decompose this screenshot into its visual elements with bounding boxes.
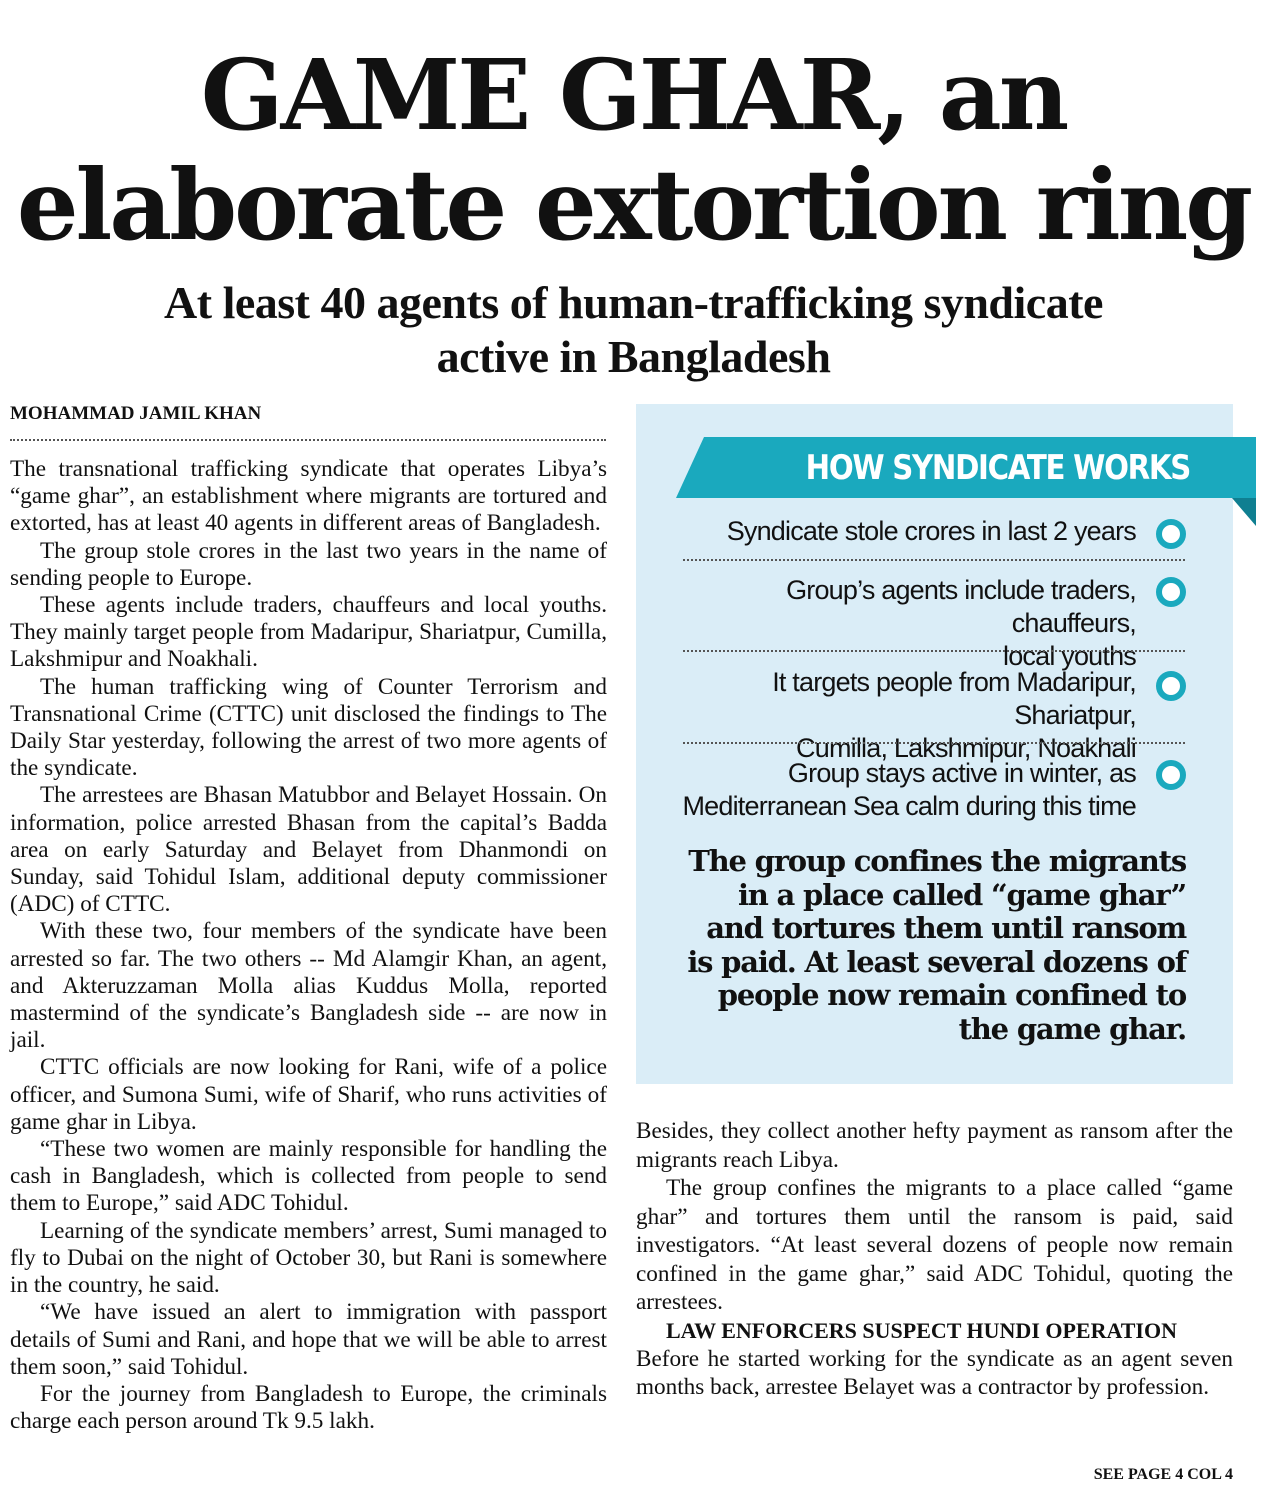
paragraph: These agents include traders, chauffeurs and local youths. They mainly target people from Madaripur, Shariatpur, Cumilla, Lakshmipur and Noakhali. [10, 592, 607, 673]
article-right-column [636, 1117, 1233, 1402]
subheadline-line-1: At least 40 agents of human-trafficking syndicate [164, 277, 1103, 328]
banner-fold [1232, 498, 1256, 526]
dotted-divider [683, 559, 1185, 561]
circle-bullet-icon [1156, 760, 1186, 790]
byline: MOHAMMAD JAMIL KHAN [10, 403, 606, 441]
headline [0, 40, 1267, 260]
headline-line-1: GAME GHAR, an [200, 38, 1067, 152]
paragraph: The human trafficking wing of Counter Terrorism and Transnational Crime (CTTC) unit disclosed the findings to The Daily Star yesterday, following the arrest of two more agents of the syndicate. [10, 673, 607, 782]
paragraph: Before he started working for the syndicate as an agent seven months back, arrestee Belayet was a contractor by profession. [636, 1345, 1233, 1400]
paragraph: CTTC officials are now looking for Rani, wife of a police officer, and Sumona Sumi, wife of Sharif, who runs activities of game ghar in Libya. [10, 1054, 607, 1135]
dotted-divider [683, 650, 1185, 652]
circle-bullet-icon [1156, 671, 1186, 701]
point-text: Group’s agents include traders, chauffeurs, [786, 575, 1136, 638]
point-text: Mediterranean Sea calm during this time [682, 791, 1136, 821]
point-text: It targets people from Madaripur, Shariatpur, [772, 667, 1136, 730]
pull-quote [660, 845, 1186, 1046]
paragraph: The arrestees are Bhasan Matubbor and Belayet Hossain. On information, police arrested Bhasan from the capital’s Badda area on early Saturday and Belayet from Dhanmondi on Sunday, said Tohidul Islam, additional deputy commissioner (ADC) of CTTC. [10, 782, 607, 918]
point-text: Syndicate stole crores in last 2 years [726, 516, 1136, 546]
circle-bullet-icon [1156, 519, 1186, 549]
point-text: Group stays active in winter, as [787, 758, 1136, 788]
pull-quote-line: the game ghar. [958, 1011, 1186, 1046]
pull-quote-line: is paid. At least several dozens of [687, 944, 1186, 979]
infobox-point-4 [660, 757, 1136, 823]
pull-quote-line: in a place called “game ghar” [737, 877, 1186, 912]
dotted-divider [683, 742, 1185, 744]
paragraph: The transnational trafficking syndicate that operates Libya’s “game ghar”, an establishment where migrants are tortured and extorted, has at least 40 agents in different areas of Bangladesh. [10, 456, 607, 537]
point-text: Cumilla, Lakshmipur, Noakhali [796, 733, 1136, 763]
circle-bullet-icon [1156, 577, 1186, 607]
headline-line-2: elaborate extortion ring [16, 148, 1251, 262]
paragraph: “These two women are mainly responsible for handling the cash in Bangladesh, which is collected from people to send them to Europe,” said ADC Tohidul. [10, 1136, 607, 1217]
infobox-point-1 [660, 515, 1136, 548]
pull-quote-line: The group confines the migrants [688, 844, 1186, 878]
paragraph: “We have issued an alert to immigration with passport details of Sumi and Rani, and hope that we will be able to arrest them soon,” said Tohidul. [10, 1299, 607, 1380]
subheadline-line-2: active in Bangladesh [436, 331, 831, 382]
infobox-title: HOW SYNDICATE WORKS [805, 448, 1190, 488]
paragraph: With these two, four members of the syndicate have been arrested so far. The two others -- Md Alamgir Khan, an agent, and Akteruzzaman Molla alias Kuddus Molla, reported mastermind of the syndicate’s Bangladesh side -- are now in jail. [10, 918, 607, 1054]
pull-quote-line: and tortures them until ransom [706, 911, 1186, 945]
paragraph: The group stole crores in the last two years in the name of sending people to Europe. [10, 537, 607, 591]
continuation-note: SEE PAGE 4 COL 4 [1093, 1466, 1233, 1483]
section-subheading: LAW ENFORCERS SUSPECT HUNDI OPERATION [666, 1317, 1177, 1343]
infobox-point-3 [660, 666, 1136, 765]
paragraph: Besides, they collect another hefty payment as ransom after the migrants reach Libya. [636, 1118, 1233, 1173]
paragraph: For the journey from Bangladesh to Europe, the criminals charge each person around Tk 9.5 lakh. [10, 1380, 607, 1435]
article-left-column [10, 456, 607, 1435]
infobox-point-2 [660, 574, 1136, 673]
paragraph: Learning of the syndicate members’ arrest, Sumi managed to fly to Dubai on the night of October 30, but Rani is somewhere in the country, he said. [10, 1217, 607, 1299]
point-text: local youths [1003, 641, 1136, 671]
subheadline [0, 276, 1267, 384]
paragraph: The group confines the migrants to a place called “game ghar” and tortures them until the ransom is paid, said investigators. “At least several dozens of people now remain confined in the game ghar,” said ADC Tohidul, quoting the arrestees. [636, 1175, 1233, 1315]
pull-quote-line: people now remain confined to [717, 978, 1186, 1012]
